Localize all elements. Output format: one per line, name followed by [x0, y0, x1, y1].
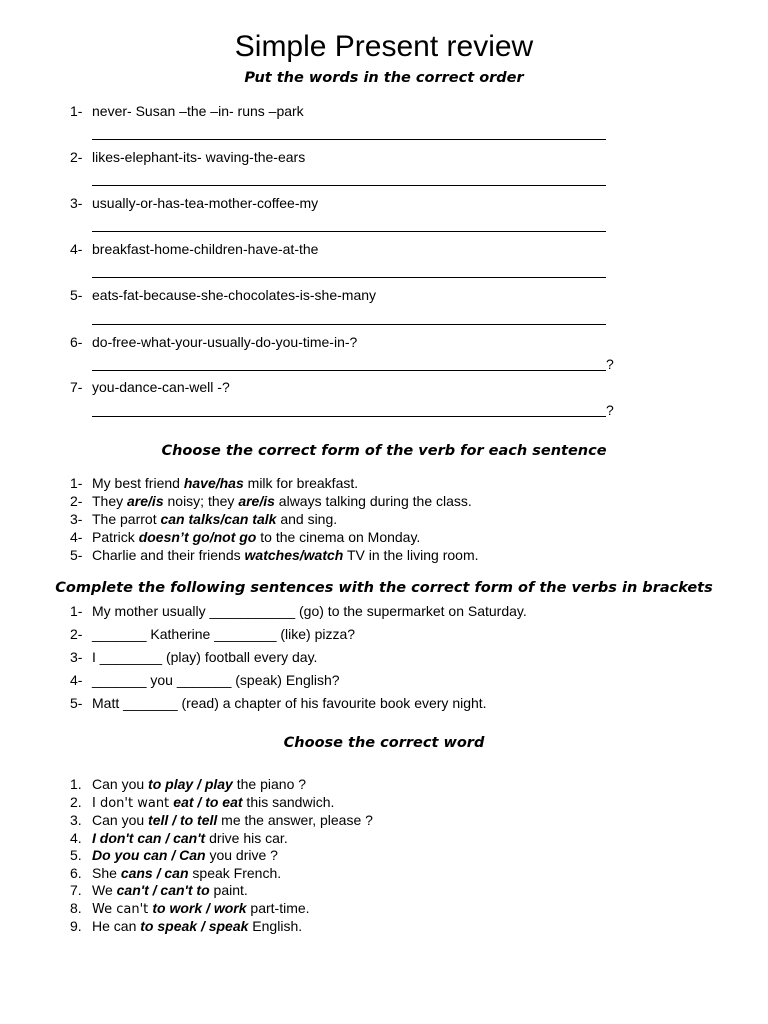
sentence-end: part-time.	[246, 900, 310, 916]
sentence-start: My best friend	[92, 475, 184, 491]
answer-line	[92, 370, 606, 371]
item-number: 6-	[70, 334, 83, 350]
sentence-start: We	[92, 882, 117, 898]
verb-choice: are/is	[127, 493, 164, 509]
sentence-end: always talking during the class.	[274, 493, 472, 509]
sentence-start: The parrot	[92, 511, 161, 527]
sentence-start: They	[92, 493, 128, 509]
item-number: 7.	[70, 882, 82, 898]
verb-choice: watches/watch	[244, 547, 344, 563]
item-number: 1-	[70, 603, 83, 619]
item-text: never- Susan –the –in- runs –park	[92, 103, 304, 119]
verb-choice: can talks/can talk	[160, 511, 277, 527]
item-number: 3-	[70, 511, 83, 527]
item-number: 3-	[70, 649, 83, 665]
word-choice: cans / can	[120, 865, 189, 881]
sentence-end: milk for breakfast.	[243, 475, 359, 491]
sentence-start: I don't want	[92, 796, 174, 811]
sentence-end: to the cinema on Monday.	[256, 529, 421, 545]
item-text: I ________ (play) football every day.	[92, 649, 318, 665]
answer-line	[92, 324, 606, 325]
item-text: you-dance-can-well -?	[92, 379, 230, 395]
item-text: likes-elephant-its- waving-the-ears	[92, 149, 306, 165]
item-number: 2-	[70, 626, 83, 642]
section-heading-complete-sentences: Complete the following sentences with the correct form of the verbs in brackets	[55, 580, 713, 596]
item-number: 2.	[70, 794, 82, 810]
section-heading-verb-form: Choose the correct form of the verb for each sentence	[161, 443, 607, 459]
item-number: 2-	[70, 149, 83, 165]
verb-choice: doesn’t go/not go	[138, 529, 257, 545]
answer-line	[92, 139, 606, 140]
item-number: 9.	[70, 918, 82, 934]
item-number: 3.	[70, 812, 82, 828]
sentence-end: you drive ?	[205, 847, 278, 863]
item-number: 4-	[70, 241, 83, 257]
word-choice: tell / to tell	[148, 812, 218, 828]
word-choice: to work / work	[152, 900, 247, 916]
item-number: 1.	[70, 776, 82, 792]
item-text: do-free-what-your-usually-do-you-time-in-?	[92, 334, 358, 350]
item-text: My mother usually ___________ (go) to the supermarket on Saturday.	[92, 603, 527, 619]
sentence-start: Patrick	[92, 529, 139, 545]
question-mark: ?	[606, 356, 614, 372]
item-number: 7-	[70, 379, 83, 395]
item-text: _______ you _______ (speak) English?	[92, 672, 340, 688]
item-number: 1-	[70, 103, 83, 119]
item-number: 4.	[70, 830, 82, 846]
item-number: 5-	[70, 695, 83, 711]
answer-line	[92, 231, 606, 232]
sentence-start: Charlie and their friends	[92, 547, 245, 563]
question-mark: ?	[606, 402, 614, 418]
item-text: eats-fat-because-she-chocolates-is-she-many	[92, 287, 377, 303]
sentence-end: the piano ?	[232, 776, 307, 792]
sentence-start: Can you	[92, 776, 149, 792]
word-choice: I don't can / can't	[92, 830, 206, 846]
verb-choice: are/is	[238, 493, 275, 509]
item-number: 2-	[70, 493, 83, 509]
sentence-end: TV in the living room.	[343, 547, 479, 563]
sentence-end: this sandwich.	[242, 794, 335, 810]
item-text: _______ Katherine ________ (like) pizza?	[92, 626, 356, 642]
sentence-end: English.	[248, 918, 303, 934]
item-number: 5.	[70, 847, 82, 863]
item-number: 5-	[70, 547, 83, 563]
item-text: usually-or-has-tea-mother-coffee-my	[92, 195, 319, 211]
word-choice: to play / play	[148, 776, 233, 792]
sentence-start: He can	[92, 918, 141, 934]
item-text: Matt _______ (read) a chapter of his favourite book every night.	[92, 695, 487, 711]
item-number: 4-	[70, 529, 83, 545]
answer-line	[92, 277, 606, 278]
word-choice: to speak / speak	[140, 918, 249, 934]
sentence-start: She	[92, 865, 121, 881]
sentence-end: paint.	[209, 882, 248, 898]
answer-line	[92, 185, 606, 186]
item-number: 6.	[70, 865, 82, 881]
item-number: 3-	[70, 195, 83, 211]
item-number: 4-	[70, 672, 83, 688]
item-number: 8.	[70, 900, 82, 916]
sentence-end: me the answer, please ?	[217, 812, 373, 828]
page-title: Simple Present review	[234, 30, 534, 63]
sentence-end: speak French.	[188, 865, 282, 881]
answer-line	[92, 416, 606, 417]
item-text: breakfast-home-children-have-at-the	[92, 241, 319, 257]
sentence-start: Can you	[92, 812, 149, 828]
sentence-end: and sing.	[276, 511, 338, 527]
word-choice: can't / can't to	[116, 882, 210, 898]
word-choice: eat / to eat	[173, 794, 243, 810]
section-heading-correct-word: Choose the correct word	[283, 735, 485, 751]
section-heading-word-order: Put the words in the correct order	[244, 70, 524, 86]
sentence-end: drive his car.	[205, 830, 288, 846]
word-choice: Do you can / Can	[92, 847, 206, 863]
item-number: 1-	[70, 475, 83, 491]
verb-choice: have/has	[183, 475, 244, 491]
sentence-middle: noisy; they	[163, 493, 239, 509]
sentence-start: We can't	[92, 902, 153, 917]
item-number: 5-	[70, 287, 83, 303]
